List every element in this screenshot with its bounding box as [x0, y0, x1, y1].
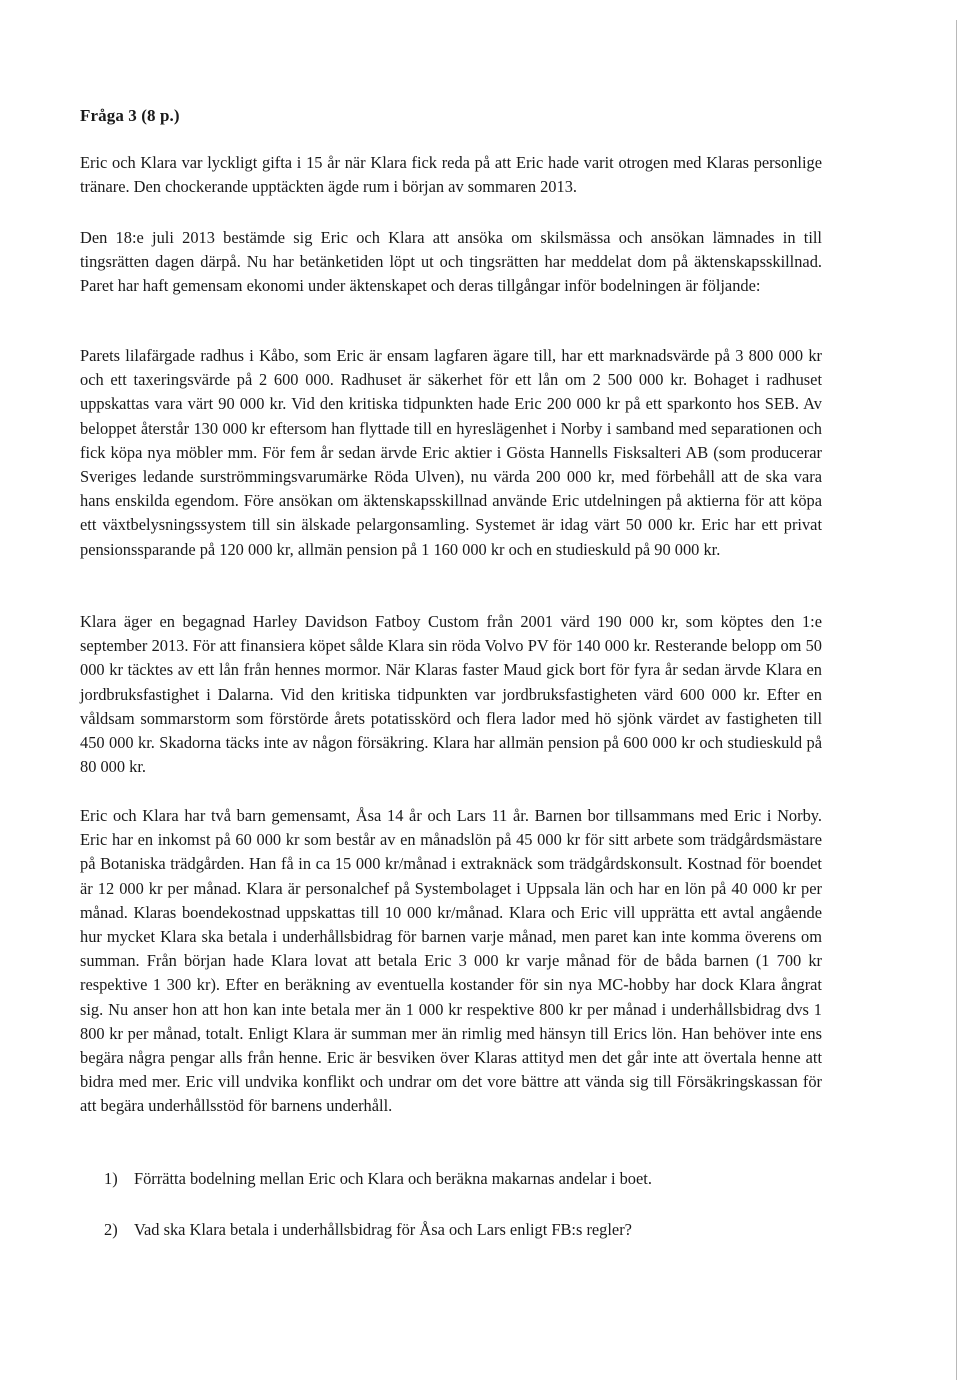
- paragraph-eric-assets: Parets lilafärgade radhus i Kåbo, som Eric är ensam lagfaren ägare till, har ett marknadsvärde på 3 800 000 kr och ett taxeringsvärde på 2 600 000. Radhuset är säkerhet för ett lån om 2 500 000 kr. Bohaget i radhuset uppskattas vara värt 90 000 kr. Vid den kritiska tidpunkten hade Eric 200 000 kr på ett sparkonto hos SEB. Av beloppet återstår 130 000 kr eftersom han flyttade till en hyreslägenhet i Norby i samband med separationen och fick köpa nya möbler mm. För fem år sedan ärvde Eric aktier i Gösta Hannells Fisksalteri AB (som producerar Sveriges ledande surströmmingsvarumärke Röda Ulven), nu värda 200 000 kr, med förbehåll att de ska vara hans enskilda egendom. Före ansökan om äktenskapsskillnad använde Eric utdelningen på aktierna för att köpa ett växtbelysningssystem till sin älskade pelargonsamling. Systemet är idag värt 50 000 kr. Eric har ett privat pensionssparande på 120 000 kr, allmän pension på 1 160 000 kr och en studieskuld på 90 000 kr.: [80, 346, 822, 559]
- question-heading: Fråga 3 (8 p.): [80, 106, 180, 125]
- question-item-1: [104, 1167, 804, 1191]
- question-text: Vad ska Klara betala i underhållsbidrag för Åsa och Lars enligt FB:s regler?: [134, 1220, 632, 1239]
- question-number: 1): [104, 1169, 118, 1188]
- question-number: 2): [104, 1220, 118, 1239]
- page-edge-line: [956, 20, 957, 1380]
- question-item-2: [104, 1218, 804, 1242]
- paragraph-klara-assets: Klara äger en begagnad Harley Davidson Fatboy Custom från 2001 värd 190 000 kr, som köptes den 1:e september 2013. För att finansiera köpet sålde Klara sin röda Volvo PV för 140 000 kr. Resterande belopp om 50 000 kr täcktes av ett lån från hennes mormor. När Klaras faster Maud gick bort för fyra år sedan ärvde Klara en jordbruksfastighet i Dalarna. Vid den kritiska tidpunkten var jordbruksfastigheten värd 600 000 kr. Efter en våldsam sommarstorm som förstörde årets potatisskörd och flera lador med hö sjönk värdet av fastigheten till 450 000 kr. Skadorna täcks inte av någon försäkring. Klara har allmän pension på 600 000 kr och studieskuld på 80 000 kr.: [80, 612, 822, 777]
- paragraph-divorce-filing: Den 18:e juli 2013 bestämde sig Eric och Klara att ansöka om skilsmässa och ansökan lämnades in till tingsrätten dagen därpå. Nu har betänketiden löpt ut och tingsrätten har meddelat dom på äktenskapsskillnad. Paret har haft gemensam ekonomi under äktenskapet och deras tillgångar inför bodelningen är följande:: [80, 228, 822, 296]
- question-text: Förrätta bodelning mellan Eric och Klara och beräkna makarnas andelar i boet.: [134, 1169, 652, 1188]
- paragraph-infidelity: Eric och Klara var lyckligt gifta i 15 år när Klara fick reda på att Eric hade varit otrogen med Klaras personlige tränare. Den chockerande upptäckten ägde rum i början av sommaren 2013.: [80, 153, 822, 197]
- paragraph-children-support: Eric och Klara har två barn gemensamt, Åsa 14 år och Lars 11 år. Barnen bor tillsammans med Eric i Norby. Eric har en inkomst på 60 000 kr som består av en månadslön på 45 000 kr för sitt arbete som trädgårdsmästare på Botaniska trädgården. Han få in ca 15 000 kr/månad i extraknäck som trädgårdskonsult. Kostnad för boendet är 12 000 kr per månad. Klara är personalchef på Systembolaget i Uppsala län och har en lön på 40 000 kr per månad. Klaras boendekostnad uppskattas till 10 000 kr/månad. Klara och Eric vill upprätta ett avtal angående hur mycket Klara ska betala i underhållsbidrag för barnen varje månad, men paret kan inte komma överens om summan. Från början hade Klara lovat att betala Eric 3 000 kr varje månad för de båda barnen (1 700 kr respektive 1 300 kr). Efter en beräkning av eventuella kostander för sin nya MC-hobby har dock Klara ångrat sig. Nu anser hon att hon kan inte betala mer än 1 000 kr respektive 800 kr per månad i underhållsbidrag dvs 1 800 kr per månad, totalt. Enligt Klara är summan mer än rimlig med hänsyn till Erics lön. Han behöver inte ens begära några pengar alls från henne. Eric är besviken över Klaras attityd men det går inte att övertala henne att bidra med mer. Eric vill undvika konflikt och undrar om det vore bättre att vända sig till Försäkringskassan för att begära underhållsstöd för barnens underhåll.: [80, 806, 822, 1116]
